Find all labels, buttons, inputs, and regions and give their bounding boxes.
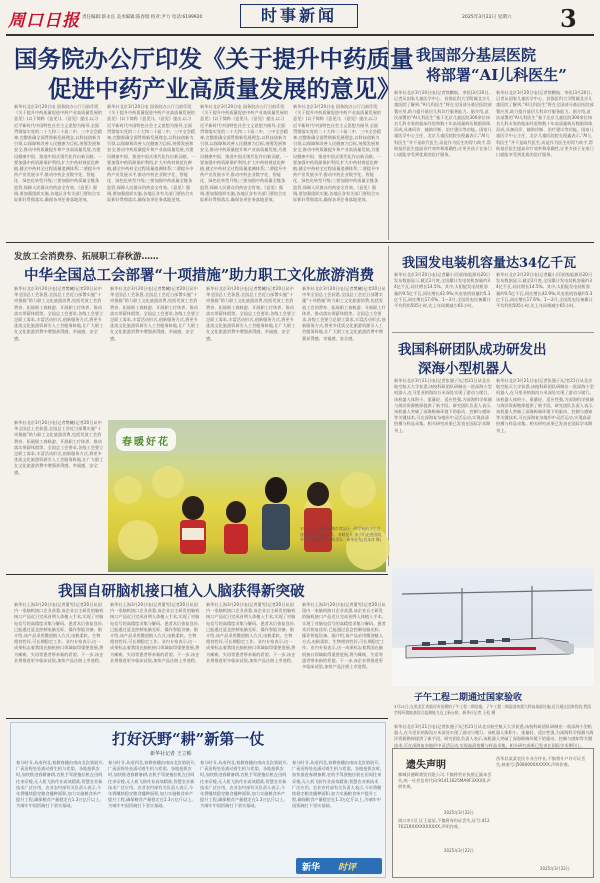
notice-title: 遗失声明 xyxy=(406,760,446,771)
farm-body-col-2: 春分时节,从南到北,春耕春播由南向北次第展开,广袤田野处处涌动着生机与希望。各地抢抓农时,加快推进春耕备耕,农机手驾驶拖拉机在田间往来穿梭,无人机飞防作业高效精准,智慧农业新技术广泛应用。农业农村部有关负责人表示,今年将继续稳定粮食播种面积,加力实施粮食单产提升工程,确保粮食产量稳定在1.3万亿斤以上,为端牢中国饭碗打下坚实基础。 xyxy=(108,760,196,809)
meridian-project-photo xyxy=(392,568,594,686)
bci-body-col-4: 新华社上海3月20日电(记者董雪)记者20日从国内一家脑机接口企业获悉,该企业自主研发的脑机接口产品近日完成首例人体植入手术,实现了对脑电信号的高精度采集与解码。患者术后恢复良好,已能通过意念控制电脑光标、操作智能设备。据介绍,该产品采用微创植入方式,电极柔软、生物相容性好,可长期稳定工作。业内专家表示,这一成果标志着我国在脑机接口领域取得重要进展,将为瘫痪、失语等患者带来新的希望。下一步,该企业将推进更多临床试验,加快产品注册上市进程。 xyxy=(302,602,386,670)
newspaper-logo: 周口日报 xyxy=(8,11,80,31)
robot-body-tail: 新华社北京3月21日电(记者张漫子)记者21日从北京航空航天大学获悉,该校科研团队研制出一款深海小型机器人,在马里亚纳海沟万米深处实现了游动与爬行。该机器人体积小、重量轻、适应性强,为深海科学探测与海洋资源勘探提供了新手段。研究团队负责人表示,该机器人突破了深海极端环境下的驱动、控制与感知等关键技术,可在深海复杂地形中灵活运动,实现高清拍摄与样品采集。相关研究成果已发表在国际学术期刊上。 xyxy=(394,724,594,748)
energy-bottom-rule xyxy=(392,332,594,333)
farm-body-col-3: 春分时节,从南到北,春耕春播由南向北次第展开,广袤田野处处涌动着生机与希望。各地抢抓农时,加快推进春耕备耕,农机手驾驶拖拉机在田间往来穿梭,无人机飞防作业高效精准,智慧农业新技术广泛应用。农业农村部有关负责人表示,今年将继续稳定粮食播种面积,加力实施粮食单产提升工程,确保粮食产量稳定在1.3万亿斤以上,为端牢中国饭碗打下坚实基础。 xyxy=(200,760,288,809)
notice-date-2: 2025年3月22日 xyxy=(444,848,474,853)
second-body-col-1b: 新华社北京3月20日电(记者樊曦)记者20日从中华全国总工会获悉,全国总工会近日部署实施“十项措施”助力职工文化旅游消费,包括发放工会消费券、拓展职工春秋游、开展职工疗休养、推动落实带薪休假等。全国总工会要求,各级工会要立足职工需求,丰富活动形式,创新服务方式,将更多优质文化旅游资源引入工会服务阵地,让广大职工在文化旅游消费中增强获得感、幸福感、安全感。 xyxy=(14,420,104,475)
meridian-caption-title: 子午工程二期通过国家验收 xyxy=(414,693,523,703)
farm-byline: 新华社记者 王立彬 xyxy=(150,751,192,757)
energy-body-col-2: 新华社北京3月20日电(记者戴小河)国家能源局20日发布数据显示,截至2月底,全国累计发电装机容量约34亿千瓦,同比增长14.5%。其中,太阳能发电装机容量约9.5亿千瓦,同比增长42.9%;风电装机容量约5.3亿千瓦,同比增长17.6%。1—2月,全国发电设备累计平均利用505小时,比上年同期减少65小时。 xyxy=(496,272,593,309)
farm-headline: 打好沃野“耕”新第一仗 xyxy=(112,730,265,748)
commentary-tag: 时评 xyxy=(338,863,357,873)
energy-headline: 我国发电装机容量达34亿千瓦 xyxy=(402,256,577,271)
xinhua-commentary-badge xyxy=(296,858,382,874)
section-title: 时事新闻 xyxy=(260,6,337,25)
bci-body-col-1: 新华社上海3月20日电(记者董雪)记者20日从国内一家脑机接口企业获悉,该企业自主研发的脑机接口产品近日完成首例人体植入手术,实现了对脑电信号的高精度采集与解码。患者术后恢复良好,已能通过意念控制电脑光标、操作智能设备。据介绍,该产品采用微创植入方式,电极柔软、生物相容性好,可长期稳定工作。业内专家表示,这一成果标志着我国在脑机接口领域取得重要进展,将为瘫痪、失语等患者带来新的希望。下一步,该企业将推进更多临床试验,加快产品注册上市进程。 xyxy=(14,602,104,663)
notice-item-2: 周口市川汇区王某某,不慎将身份证丢失,证号:41270219XXXXXXXXXX,声明作废。 xyxy=(398,818,490,830)
second-body-col-4: 新华社北京3月20日电(记者樊曦)记者20日从中华全国总工会获悉,全国总工会近日部署实施“十项措施”助力职工文化旅游消费,包括发放工会消费券、拓展职工春秋游、开展职工疗休养、推动落实带薪休假等。全国总工会要求,各级工会要立足职工需求,丰富活动形式,创新服务方式,将更多优质文化旅游资源引入工会服务阵地,让广大职工在文化旅游消费中增强获得感、幸福感、安全感。 xyxy=(302,286,386,341)
notice-date-3: 2025年3月22日 xyxy=(540,866,570,871)
lead-headline-1: 国务院办公厅印发《关于提升中药质量 xyxy=(14,45,414,73)
section-box xyxy=(240,4,358,28)
page-number: 3 xyxy=(560,4,577,33)
robot-headline-2: 深海小型机器人 xyxy=(418,361,513,377)
lead-body-col-4: 新华社北京3月20日电 国务院办公厅日前印发《关于提升中药质量促进中药产业高质量发展的意见》(以下简称《意见》)。《意见》提出,以习近平新时代中国特色社会主义思想为指导,全面贯彻落实党的二十大和二十届二中、三中全会精神,完整准确全面贯彻新发展理念,以科技创新为引领,以保障和改善人民健康为目标,统筹发展和安全,推动中药质量提升和产业高质量发展,为建设健康中国、推进中国式现代化作出新贡献。一要加强中药资源保护利用,扩大中药材规范化种植,健全中药材全过程质量追溯体系;二要提升中药产业发展水平,推动中药企业数字化、智能化、绿色化转型升级;三要加强中药质量全链条监管,保障人民群众用药安全有效。《意见》强调,要加强组织实施,各地区各有关部门要结合实际抓好贯彻落实,确保各项任务落地见效。 xyxy=(293,104,381,203)
energy-body-col-1: 新华社北京3月20日电(记者戴小河)国家能源局20日发布数据显示,截至2月底,全国累计发电装机容量约34亿千瓦,同比增长14.5%。其中,太阳能发电装机容量约9.5亿千瓦,同比增长42.9%;风电装机容量约5.3亿千瓦,同比增长17.6%。1—2月,全国发电设备累计平均利用505小时,比上年同期减少65小时。 xyxy=(394,272,491,309)
ai-pediatric-headline-2: 将部署“AI儿科医生” xyxy=(426,66,567,84)
issue-date: 2025年3月22日 星期六 xyxy=(462,15,512,20)
lead-body-col-1: 新华社北京3月20日电 国务院办公厅日前印发《关于提升中药质量促进中药产业高质量发展的意见》(以下简称《意见》)。《意见》提出,以习近平新时代中国特色社会主义思想为指导,全面贯彻落实党的二十大和二十届二中、三中全会精神,完整准确全面贯彻新发展理念,以科技创新为引领,以保障和改善人民健康为目标,统筹发展和安全,推动中药质量提升和产业高质量发展,为建设健康中国、推进中国式现代化作出新贡献。一要加强中药资源保护利用,扩大中药材规范化种植,健全中药材全过程质量追溯体系;二要提升中药产业发展水平,推动中药企业数字化、智能化、绿色化转型升级;三要加强中药质量全链条监管,保障人民群众用药安全有效。《意见》强调,要加强组织实施,各地区各有关部门要结合实际抓好贯彻落实,确保各项任务落地见效。 xyxy=(14,104,102,203)
photo-caption: 3月21日,安徽省芜湖市湾沚区一所学校的学生在油菜花田里描绘春天。春暖花开,孩子们走进田间,亲近自然,感受春天的美好。新华社发(肖本祥 摄) xyxy=(300,526,383,543)
photo-stamp xyxy=(116,428,176,451)
robot-headline-1: 我国科研团队成功研发出 xyxy=(398,342,547,358)
bci-headline: 我国自研脑机接口植入人脑获得新突破 xyxy=(58,583,305,600)
farm-body-col-4: 春分时节,从南到北,春耕春播由南向北次第展开,广袤田野处处涌动着生机与希望。各地抢抓农时,加快推进春耕备耕,农机手驾驶拖拉机在田间往来穿梭,无人机飞防作业高效精准,智慧农业新技术广泛应用。农业农村部有关负责人表示,今年将继续稳定粮食播种面积,加力实施粮食单产提升工程,确保粮食产量稳定在1.3万亿斤以上,为端牢中国饭碗打下坚实基础。 xyxy=(292,760,382,809)
bci-body-col-2: 新华社上海3月20日电(记者董雪)记者20日从国内一家脑机接口企业获悉,该企业自主研发的脑机接口产品近日完成首例人体植入手术,实现了对脑电信号的高精度采集与解码。患者术后恢复良好,已能通过意念控制电脑光标、操作智能设备。据介绍,该产品采用微创植入方式,电极柔软、生物相容性好,可长期稳定工作。业内专家表示,这一成果标志着我国在脑机接口领域取得重要进展,将为瘫痪、失语等患者带来新的希望。下一步,该企业将推进更多临床试验,加快产品注册上市进程。 xyxy=(110,602,200,663)
train-art xyxy=(392,568,594,686)
notice-item-3: 西华县某某农民专业合作社,不慎将开户许可证丢失,核准号:J5080000XXXXX,声明作废。 xyxy=(496,756,586,768)
farm-body-col-1: 春分时节,从南到北,春耕春播由南向北次第展开,广袤田野处处涌动着生机与希望。各地抢抓农时,加快推进春耕备耕,农机手驾驶拖拉机在田间往来穿梭,无人机飞防作业高效精准,智慧农业新技术广泛应用。农业农村部有关负责人表示,今年将继续稳定粮食播种面积,加力实施粮食单产提升工程,确保粮食产量稳定在1.3万亿斤以上,为端牢中国饭碗打下坚实基础。 xyxy=(16,760,104,809)
second-body-col-2: 新华社北京3月20日电(记者樊曦)记者20日从中华全国总工会获悉,全国总工会近日部署实施“十项措施”助力职工文化旅游消费,包括发放工会消费券、拓展职工春秋游、开展职工疗休养、推动落实带薪休假等。全国总工会要求,各级工会要立足职工需求,丰富活动形式,创新服务方式,将更多优质文化旅游资源引入工会服务阵地,让广大职工在文化旅游消费中增强获得感、幸福感、安全感。 xyxy=(110,286,200,341)
ai-pediatric-body-col-1: 新华社北京3月20日电(记者徐鹏航、李恒)3月20日,记者从国家儿童医学中心、首都医科大学附属北京儿童医院了解到,“AI儿科医生”将在全国部分基层医院部署应用,助力提升基层儿科诊疗服务能力。据介绍,此次部署的“AI儿科医生”基于北京儿童医院300余位知名儿科专家的临床经验和数十年高质量病历数据训练而成,具备问诊、辅助诊断、治疗建议等功能。国家儿童医学中心主任、北京儿童医院院长倪鑫表示,“AI儿科医生”并不是取代医生,而是作为医生的得力助手,帮助基层医生提高诊疗效率和准确性,让更多孩子在家门口就能享受到优质的医疗服务。 xyxy=(394,90,492,158)
editor-info: 责任编辑:蔡永良 美术编辑:陈春瑞 校对:尹力 电话:6199920 xyxy=(82,15,203,20)
energy-left-divider xyxy=(388,246,389,566)
lead-body-col-3: 新华社北京3月20日电 国务院办公厅日前印发《关于提升中药质量促进中药产业高质量发展的意见》(以下简称《意见》)。《意见》提出,以习近平新时代中国特色社会主义思想为指导,全面贯彻落实党的二十大和二十届二中、三中全会精神,完整准确全面贯彻新发展理念,以科技创新为引领,以保障和改善人民健康为目标,统筹发展和安全,推动中药质量提升和产业高质量发展,为建设健康中国、推进中国式现代化作出新贡献。一要加强中药资源保护利用,扩大中药材规范化种植,健全中药材全过程质量追溯体系;二要提升中药产业发展水平,推动中药企业数字化、智能化、绿色化转型升级;三要加强中药质量全链条监管,保障人民群众用药安全有效。《意见》强调,要加强组织实施,各地区各有关部门要结合实际抓好贯彻落实,确保各项任务落地见效。 xyxy=(200,104,288,203)
lead-headline-2: 促进中药产业高质量发展的意见》 xyxy=(48,75,401,103)
robot-body-col-2: 新华社北京3月21日电(记者张漫子)记者21日从北京航空航天大学获悉,该校科研团队研制出一款深海小型机器人,在马里亚纳海沟万米深处实现了游动与爬行。该机器人体积小、重量轻、适应性强,为深海科学探测与海洋资源勘探提供了新手段。研究团队负责人表示,该机器人突破了深海极端环境下的驱动、控制与感知等关键技术,可在深海复杂地形中灵活运动,实现高清拍摄与样品采集。相关研究成果已发表在国际学术期刊上。 xyxy=(496,378,594,433)
notice-date-1: 2025年3月22日 xyxy=(444,810,474,815)
second-headline: 中华全国总工会部署“十项措施”助力职工文化旅游消费 xyxy=(24,267,375,284)
lead-body-col-2: 新华社北京3月20日电 国务院办公厅日前印发《关于提升中药质量促进中药产业高质量发展的意见》(以下简称《意见》)。《意见》提出,以习近平新时代中国特色社会主义思想为指导,全面贯彻落实党的二十大和二十届二中、三中全会精神,完整准确全面贯彻新发展理念,以科技创新为引领,以保障和改善人民健康为目标,统筹发展和安全,推动中药质量提升和产业高质量发展,为建设健康中国、推进中国式现代化作出新贡献。一要加强中药资源保护利用,扩大中药材规范化种植,健全中药材全过程质量追溯体系;二要提升中药产业发展水平,推动中药企业数字化、智能化、绿色化转型升级;三要加强中药质量全链条监管,保障人民群众用药安全有效。《意见》强调,要加强组织实施,各地区各有关部门要结合实际抓好贯彻落实,确保各项任务落地见效。 xyxy=(107,104,195,203)
notice-item-1: 郸城县德晖商贸有限公司,不慎将营业执照正副本丢失,统一社会信用代码:91411625MA9F3XXXX,声明作废。 xyxy=(398,772,492,790)
meridian-caption-body: 3月21日,在黑龙江省漠河市拍摄的子午工程二期设施。子午工程二期是国家重大科技基础设施,近日通过国家验收,我国空间环境地基综合监测能力迈上新台阶。新华社记者 王松 摄 xyxy=(394,704,591,715)
lead-right-divider xyxy=(388,40,389,240)
section-rule-1 xyxy=(6,242,594,243)
second-body-col-1: 新华社北京3月20日电(记者樊曦)记者20日从中华全国总工会获悉,全国总工会近日部署实施“十项措施”助力职工文化旅游消费,包括发放工会消费券、拓展职工春秋游、开展职工疗休养、推动落实带薪休假等。全国总工会要求,各级工会要立足职工需求,丰富活动形式,创新服务方式,将更多优质文化旅游资源引入工会服务阵地,让广大职工在文化旅游消费中增强获得感、幸福感、安全感。 xyxy=(14,286,104,341)
photo-stamp-title: 春暖好花 xyxy=(122,437,170,448)
masthead-rule xyxy=(6,34,594,36)
section-rule-2 xyxy=(6,574,388,575)
section-rule-3 xyxy=(6,718,388,719)
ai-pediatric-body-col-2: 新华社北京3月20日电(记者徐鹏航、李恒)3月20日,记者从国家儿童医学中心、首都医科大学附属北京儿童医院了解到,“AI儿科医生”将在全国部分基层医院部署应用,助力提升基层儿科诊疗服务能力。据介绍,此次部署的“AI儿科医生”基于北京儿童医院300余位知名儿科专家的临床经验和数十年高质量病历数据训练而成,具备问诊、辅助诊断、治疗建议等功能。国家儿童医学中心主任、北京儿童医院院长倪鑫表示,“AI儿科医生”并不是取代医生,而是作为医生的得力助手,帮助基层医生提高诊疗效率和准确性,让更多孩子在家门口就能享受到优质的医疗服务。 xyxy=(496,90,594,158)
xinhua-logo: 新华 xyxy=(302,863,321,873)
robot-body-col-1: 新华社北京3月21日电(记者张漫子)记者21日从北京航空航天大学获悉,该校科研团队研制出一款深海小型机器人,在马里亚纳海沟万米深处实现了游动与爬行。该机器人体积小、重量轻、适应性强,为深海科学探测与海洋资源勘探提供了新手段。研究团队负责人表示,该机器人突破了深海极端环境下的驱动、控制与感知等关键技术,可在深海复杂地形中灵活运动,实现高清拍摄与样品采集。相关研究成果已发表在国际学术期刊上。 xyxy=(394,378,492,433)
second-body-col-3: 新华社北京3月20日电(记者樊曦)记者20日从中华全国总工会获悉,全国总工会近日部署实施“十项措施”助力职工文化旅游消费,包括发放工会消费券、拓展职工春秋游、开展职工疗休养、推动落实带薪休假等。全国总工会要求,各级工会要立足职工需求,丰富活动形式,创新服务方式,将更多优质文化旅游资源引入工会服务阵地,让广大职工在文化旅游消费中增强获得感、幸福感、安全感。 xyxy=(206,286,296,341)
ai-pediatric-headline-1: 我国部分基层医院 xyxy=(416,46,537,64)
bci-body-col-3: 新华社上海3月20日电(记者董雪)记者20日从国内一家脑机接口企业获悉,该企业自主研发的脑机接口产品近日完成首例人体植入手术,实现了对脑电信号的高精度采集与解码。患者术后恢复良好,已能通过意念控制电脑光标、操作智能设备。据介绍,该产品采用微创植入方式,电极柔软、生物相容性好,可长期稳定工作。业内专家表示,这一成果标志着我国在脑机接口领域取得重要进展,将为瘫痪、失语等患者带来新的希望。下一步,该企业将推进更多临床试验,加快产品注册上市进程。 xyxy=(206,602,296,663)
masthead xyxy=(0,0,600,34)
second-subhead: 发放工会消费券、拓展职工春秋游…… xyxy=(14,252,159,262)
